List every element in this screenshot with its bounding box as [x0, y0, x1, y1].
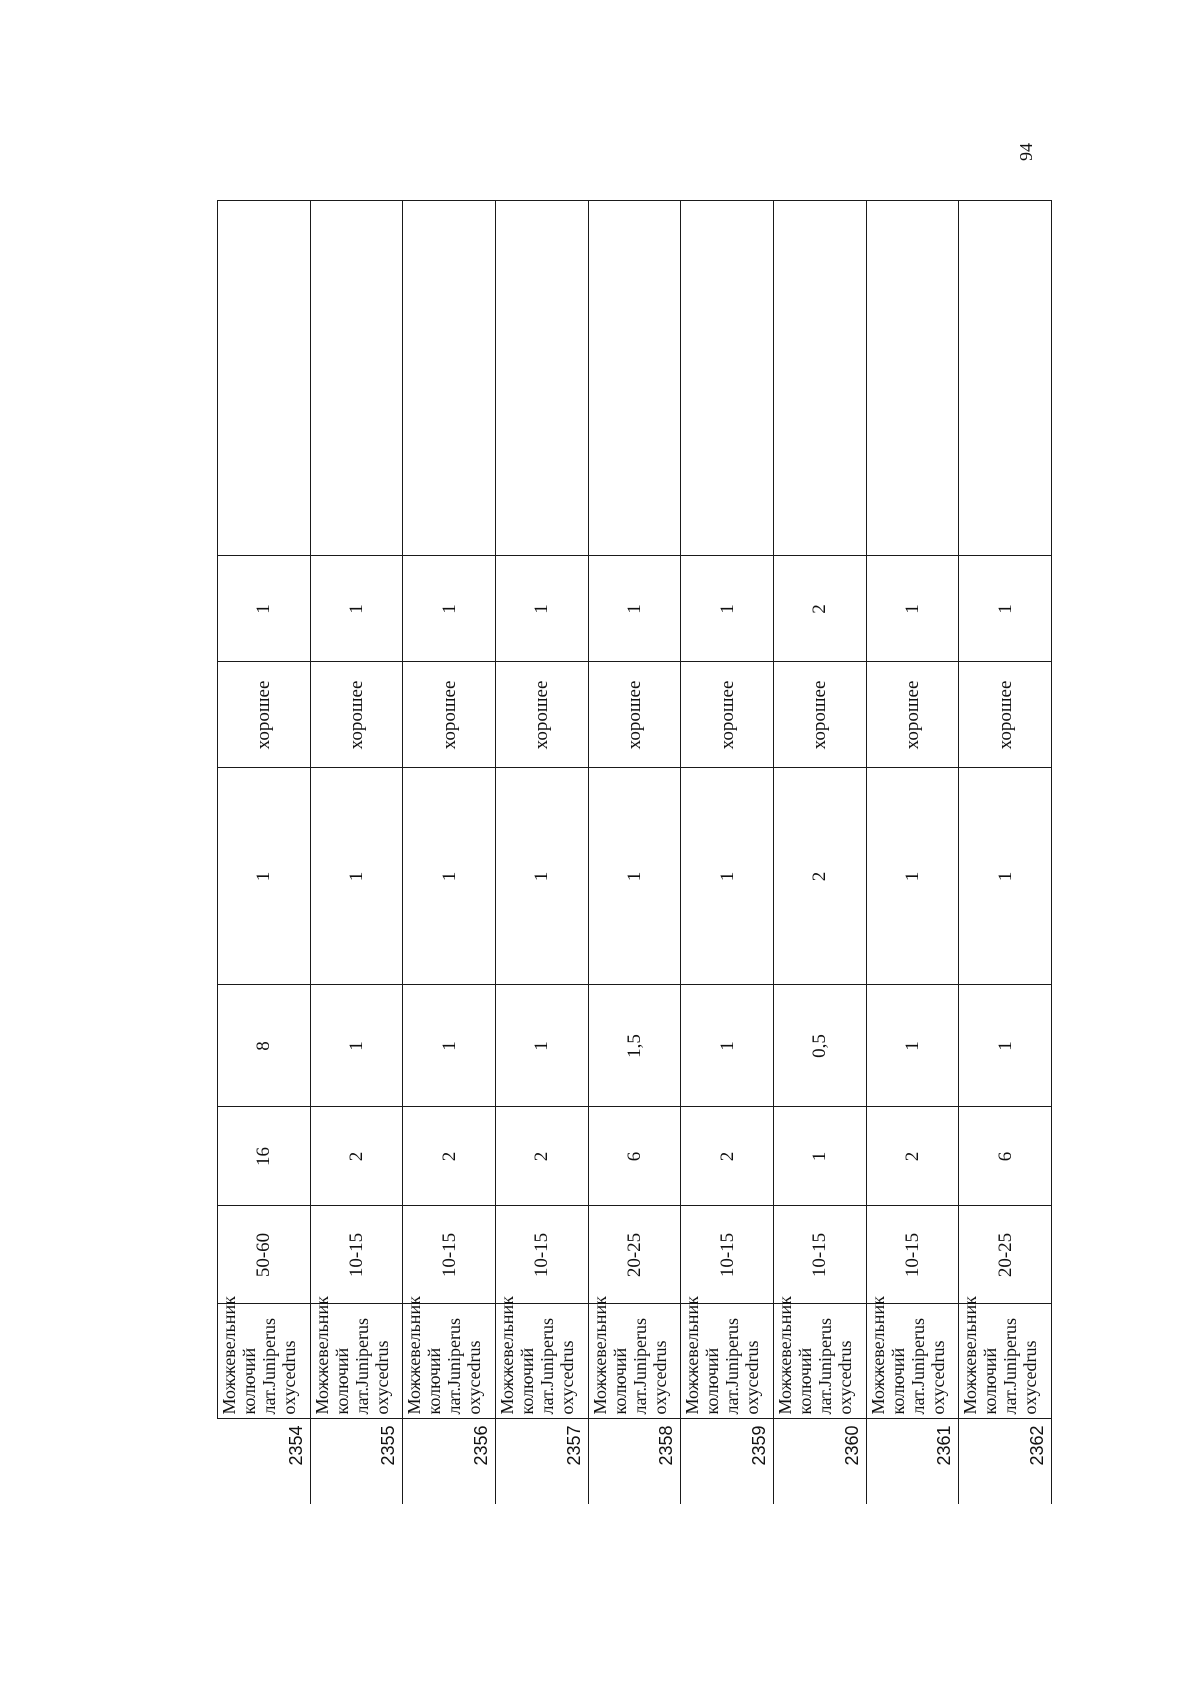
cell-num: 2356 [470, 1425, 491, 1466]
size-cell [402, 1206, 495, 1304]
cell-diameter: 2 [345, 1151, 367, 1161]
cell-diameter: 2 [901, 1151, 923, 1161]
count-cell [866, 768, 959, 985]
cell-height: 1 [994, 1040, 1016, 1051]
cell-count: 2 [808, 871, 830, 881]
cell-height: 1 [438, 1040, 460, 1051]
species-name-line3: лат.Juniperus [443, 1317, 464, 1414]
height-cell [588, 985, 681, 1107]
species-name-line1: Можжевельник [218, 1295, 239, 1414]
cell-quantity: 1 [716, 603, 738, 614]
species-name [958, 1295, 1051, 1419]
cell-size: 10-15 [438, 1232, 460, 1277]
cell-condition: хорошее [808, 680, 830, 749]
cell-count: 1 [994, 871, 1016, 881]
cell-num: 2359 [748, 1425, 769, 1466]
diameter-cell [680, 1107, 773, 1206]
count-cell [588, 768, 681, 985]
species-name-line4: oxycedrus [649, 1340, 670, 1414]
cell-size: 20-25 [623, 1232, 645, 1277]
height-cell [310, 985, 403, 1107]
table-row [495, 201, 588, 1504]
species-name-line3: лат.Juniperus [907, 1317, 928, 1414]
table-row [773, 201, 866, 1504]
quantity-cell [588, 556, 681, 662]
size-cell [588, 1206, 681, 1304]
species-name [310, 1295, 403, 1419]
species-name [402, 1295, 495, 1419]
cell-num: 2360 [841, 1425, 862, 1466]
height-cell [402, 985, 495, 1107]
species-name-line4: oxycedrus [463, 1340, 484, 1414]
cell-num: 2355 [377, 1425, 398, 1466]
cell-height: 8 [252, 1040, 274, 1051]
cell-height: 1 [530, 1040, 552, 1051]
diameter-cell [495, 1107, 588, 1206]
species-name-line1: Можжевельник [496, 1295, 517, 1414]
cell-num: 2362 [1026, 1425, 1047, 1466]
cell-height: 1 [901, 1040, 923, 1051]
table-row [866, 201, 959, 1504]
row-number [310, 1419, 403, 1504]
blank-cell [958, 201, 1051, 556]
species-name-line1: Можжевельник [589, 1295, 610, 1414]
cell-quantity: 1 [530, 603, 552, 614]
quantity-cell [310, 556, 403, 662]
species-name-line4: oxycedrus [1019, 1340, 1040, 1414]
row-number [402, 1419, 495, 1504]
cell-quantity: 1 [901, 603, 923, 614]
species-name-line3: лат.Juniperus [999, 1317, 1020, 1414]
cell-count: 1 [345, 871, 367, 881]
cell-size: 10-15 [345, 1232, 367, 1277]
species-name-line3: лат.Juniperus [351, 1317, 372, 1414]
cell-quantity: 1 [438, 603, 460, 614]
cell-quantity: 1 [623, 603, 645, 614]
blank-cell [217, 201, 310, 556]
tree-register-table [217, 200, 1052, 1504]
species-name-line3: лат.Juniperus [258, 1317, 279, 1414]
species-name-line2: колючий [516, 1347, 537, 1414]
species-name-line3: лат.Juniperus [536, 1317, 557, 1414]
cell-condition: хорошее [994, 680, 1016, 749]
condition-cell [310, 662, 403, 768]
size-cell [495, 1206, 588, 1304]
count-cell [217, 768, 310, 985]
species-name-line4: oxycedrus [834, 1340, 855, 1414]
cell-count: 1 [716, 871, 738, 881]
blank-cell [402, 201, 495, 556]
blank-cell [588, 201, 681, 556]
size-cell [310, 1206, 403, 1304]
quantity-cell [958, 556, 1051, 662]
species-name-line1: Можжевельник [311, 1295, 332, 1414]
cell-height: 1 [345, 1040, 367, 1051]
cell-num: 2357 [563, 1425, 584, 1466]
cell-count: 1 [530, 871, 552, 881]
species-name-line1: Можжевельник [681, 1295, 702, 1414]
cell-count: 1 [438, 871, 460, 881]
row-number [773, 1419, 866, 1504]
height-cell [680, 985, 773, 1107]
species-name-line2: колючий [331, 1347, 352, 1414]
cell-count: 1 [252, 871, 274, 881]
species-name-line4: oxycedrus [927, 1340, 948, 1414]
cell-quantity: 2 [808, 603, 830, 614]
height-cell [773, 985, 866, 1107]
cell-diameter: 6 [994, 1151, 1016, 1161]
size-cell [866, 1206, 959, 1304]
cell-diameter: 16 [252, 1146, 274, 1166]
species-name [217, 1295, 310, 1419]
species-name-line4: oxycedrus [371, 1340, 392, 1414]
diameter-cell [310, 1107, 403, 1206]
condition-cell [680, 662, 773, 768]
size-cell [680, 1206, 773, 1304]
cell-height: 1,5 [623, 1033, 645, 1058]
cell-quantity: 1 [252, 603, 274, 614]
height-cell [217, 985, 310, 1107]
species-name-line4: oxycedrus [278, 1340, 299, 1414]
cell-condition: хорошее [345, 680, 367, 749]
species-name-line3: лат.Juniperus [721, 1317, 742, 1414]
species-name-line2: колючий [609, 1347, 630, 1414]
species-name-line3: лат.Juniperus [629, 1317, 650, 1414]
page-number: 94 [1016, 143, 1036, 161]
size-cell [217, 1206, 310, 1304]
cell-diameter: 6 [623, 1151, 645, 1161]
quantity-cell [495, 556, 588, 662]
blank-cell [495, 201, 588, 556]
species-name-line1: Можжевельник [403, 1295, 424, 1414]
species-name-line2: колючий [887, 1347, 908, 1414]
species-name-line4: oxycedrus [741, 1340, 762, 1414]
diameter-cell [588, 1107, 681, 1206]
species-name [495, 1295, 588, 1419]
count-cell [773, 768, 866, 985]
condition-cell [773, 662, 866, 768]
species-name-line3: лат.Juniperus [814, 1317, 835, 1414]
cell-size: 10-15 [716, 1232, 738, 1277]
cell-condition: хорошее [438, 680, 460, 749]
cell-size: 10-15 [530, 1232, 552, 1277]
species-name-line2: колючий [979, 1347, 1000, 1414]
height-cell [495, 985, 588, 1107]
count-cell [402, 768, 495, 985]
cell-diameter: 2 [530, 1151, 552, 1161]
quantity-cell [773, 556, 866, 662]
cell-diameter: 2 [438, 1151, 460, 1161]
cell-size: 10-15 [901, 1232, 923, 1277]
cell-size: 20-25 [994, 1232, 1016, 1277]
table-body [217, 201, 1051, 1504]
blank-cell [866, 201, 959, 556]
cell-condition: хорошее [716, 680, 738, 749]
cell-condition: хорошее [530, 680, 552, 749]
condition-cell [402, 662, 495, 768]
species-name-line2: колючий [238, 1347, 259, 1414]
cell-num: 2361 [933, 1425, 954, 1466]
table-row [217, 201, 310, 1504]
row-number [866, 1419, 959, 1504]
species-name-line2: колючий [423, 1347, 444, 1414]
count-cell [495, 768, 588, 985]
count-cell [310, 768, 403, 985]
row-number [588, 1419, 681, 1504]
cell-height: 0,5 [808, 1033, 830, 1058]
condition-cell [866, 662, 959, 768]
quantity-cell [680, 556, 773, 662]
species-name-line1: Можжевельник [867, 1295, 888, 1414]
cell-condition: хорошее [252, 680, 274, 749]
table-row [310, 201, 403, 1504]
row-number [217, 1419, 310, 1504]
quantity-cell [217, 556, 310, 662]
count-cell [680, 768, 773, 985]
diameter-cell [866, 1107, 959, 1206]
table-row [680, 201, 773, 1504]
species-name-line2: колючий [701, 1347, 722, 1414]
cell-quantity: 1 [345, 603, 367, 614]
blank-cell [773, 201, 866, 556]
species-name-line4: oxycedrus [556, 1340, 577, 1414]
row-number [958, 1419, 1051, 1504]
species-name [588, 1295, 681, 1419]
condition-cell [217, 662, 310, 768]
species-name [773, 1295, 866, 1419]
diameter-cell [958, 1107, 1051, 1206]
cell-count: 1 [623, 871, 645, 881]
register-table-wrapper [217, 201, 1052, 1504]
blank-cell [310, 201, 403, 556]
row-number [680, 1419, 773, 1504]
count-cell [958, 768, 1051, 985]
species-name-line1: Можжевельник [774, 1295, 795, 1414]
row-number [495, 1419, 588, 1504]
diameter-cell [402, 1107, 495, 1206]
species-name-line2: колючий [794, 1347, 815, 1414]
height-cell [958, 985, 1051, 1107]
cell-size: 50-60 [252, 1232, 274, 1277]
species-name-line1: Можжевельник [959, 1295, 980, 1414]
cell-size: 10-15 [808, 1232, 830, 1277]
cell-condition: хорошее [623, 680, 645, 749]
condition-cell [588, 662, 681, 768]
condition-cell [495, 662, 588, 768]
species-name [680, 1295, 773, 1419]
size-cell [958, 1206, 1051, 1304]
height-cell [866, 985, 959, 1107]
diameter-cell [217, 1107, 310, 1206]
diameter-cell [773, 1107, 866, 1206]
table-row [588, 201, 681, 1504]
condition-cell [958, 662, 1051, 768]
cell-count: 1 [901, 871, 923, 881]
cell-height: 1 [716, 1040, 738, 1051]
cell-num: 2354 [285, 1425, 306, 1466]
quantity-cell [866, 556, 959, 662]
quantity-cell [402, 556, 495, 662]
table-row [402, 201, 495, 1504]
blank-cell [680, 201, 773, 556]
cell-condition: хорошее [901, 680, 923, 749]
species-name [866, 1295, 959, 1419]
cell-quantity: 1 [994, 603, 1016, 614]
table-row [958, 201, 1051, 1504]
size-cell [773, 1206, 866, 1304]
cell-num: 2358 [655, 1425, 676, 1466]
cell-diameter: 2 [716, 1151, 738, 1161]
cell-diameter: 1 [808, 1151, 830, 1161]
